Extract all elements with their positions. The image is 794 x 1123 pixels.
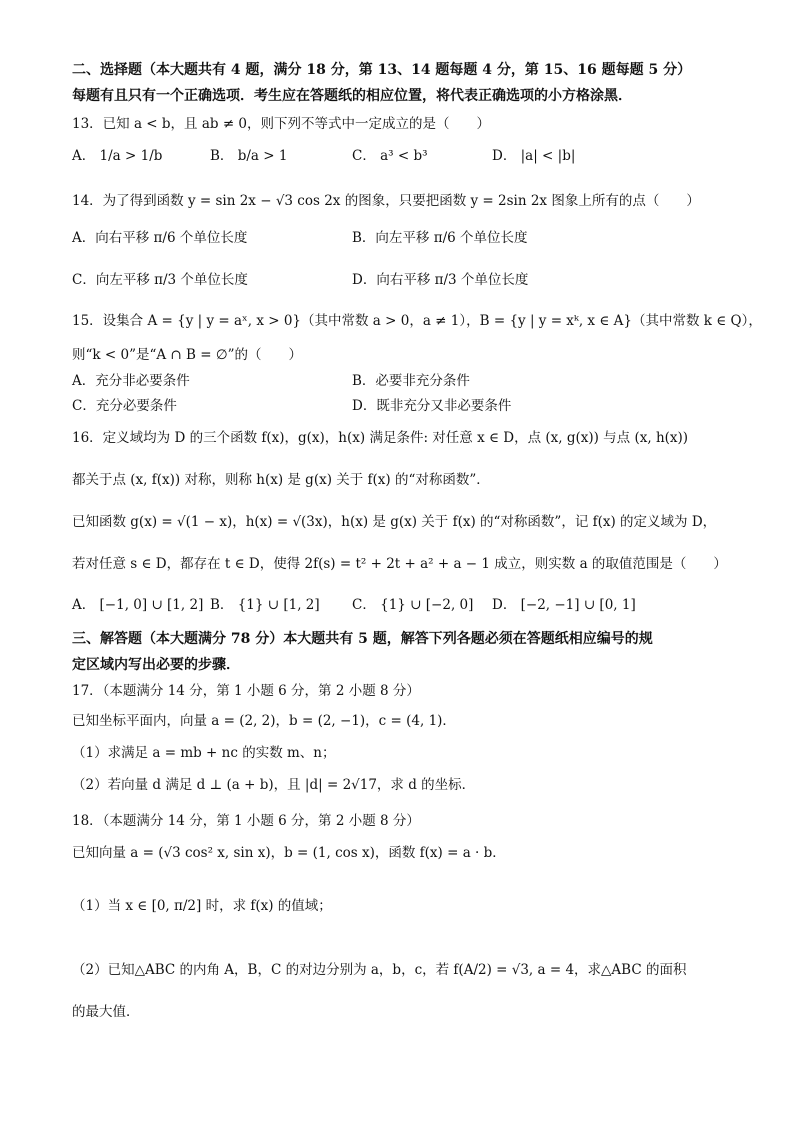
question-17-part-2: （2）若向量 d 满足 d ⊥ (a + b)，且 |d| = 2√17，求 d 的坐标． [72,777,476,793]
question-17-given: 已知坐标平面内，向量 a = (2, 2)，b = (2, −1)，c = (4, 1)． [72,713,456,729]
q13-option-a: A． 1/a > 1/b [72,148,163,164]
section-instruction: 每题有且只有一个正确选项．考生应在答题纸的相应位置，将代表正确选项的小方格涂黑． [72,88,632,104]
question-15-stem-cont: 则“k < 0”是“A ∩ B = ∅”的（ ） [72,347,302,363]
q13-option-b: B． b/a > 1 [210,148,288,164]
question-16-line-4: 若对任意 s ∈ D，都存在 t ∈ D，使得 2f(s) = t² + 2t + a² + a − 1 成立，则实数 a 的取值范围是（ ） [72,556,727,572]
question-17-part-1: （1）求满足 a = mb + nc 的实数 m、n； [72,745,336,761]
section-heading-answer: 三、解答题（本大题满分 78 分）本大题共有 5 题，解答下列各题必须在答题纸相应编号的规 [72,631,653,647]
q16-option-d: D． [−2, −1] ∪ [0, 1] [492,597,636,613]
q14-option-c: C．向左平移 π/3 个单位长度 [72,272,248,288]
question-18-part-1: （1）当 x ∈ [0, π/2] 时，求 f(x) 的值域； [72,898,332,914]
question-16-line-3: 已知函数 g(x) = √(1 − x)，h(x) = √(3x)，h(x) 是 g(x) 关于 f(x) 的“对称函数”，记 f(x) 的定义域为 D， [72,514,717,530]
q15-option-d: D．既非充分又非必要条件 [352,398,512,414]
q14-option-d: D．向右平移 π/3 个单位长度 [352,272,529,288]
question-16-line-2: 都关于点 (x, f(x)) 对称，则称 h(x) 是 g(x) 关于 f(x) 的“对称函数”． [72,472,490,488]
q16-option-a: A． [−1, 0] ∪ [1, 2] [72,597,204,613]
q14-option-b: B．向左平移 π/6 个单位长度 [352,230,528,246]
q14-option-a: A．向右平移 π/6 个单位长度 [72,230,248,246]
q15-option-c: C．充分必要条件 [72,398,177,414]
q15-option-a: A．充分非必要条件 [72,373,190,389]
q13-option-c: C． a³ < b³ [352,148,428,164]
section-heading-answer-cont: 定区域内写出必要的步骤． [72,657,240,673]
q16-option-b: B． {1} ∪ [1, 2] [210,597,320,613]
question-18-given: 已知向量 a = (√3 cos² x, sin x)，b = (1, cos x)，函数 f(x) = a · b． [72,845,506,861]
q16-option-c: C． {1} ∪ [−2, 0] [352,597,474,613]
question-17-header: 17．（本题满分 14 分，第 1 小题 6 分，第 2 小题 8 分） [72,683,420,699]
question-15-stem: 15．设集合 A = {y | y = aˣ, x > 0}（其中常数 a > 0，a ≠ 1），B = {y | y = xᵏ, x ∈ A}（其中常数 k ∈ Q）， [72,313,762,329]
q13-option-d: D． |a| < |b| [492,148,576,164]
question-13-stem: 13．已知 a < b，且 ab ≠ 0，则下列不等式中一定成立的是（ ） [72,116,491,132]
question-18-header: 18．（本题满分 14 分，第 1 小题 6 分，第 2 小题 8 分） [72,813,420,829]
section-heading-choice: 二、选择题（本大题共有 4 题，满分 18 分，第 13、14 题每题 4 分，第 15、16 题每题 5 分） [72,62,692,78]
question-16-line-1: 16．定义域均为 D 的三个函数 f(x)，g(x)，h(x) 满足条件: 对任意 x ∈ D，点 (x, g(x)) 与点 (x, h(x)) [72,430,689,446]
q15-option-b: B．必要非充分条件 [352,373,470,389]
question-14-stem: 14．为了得到函数 y = sin 2x − √3 cos 2x 的图象，只要把函数 y = 2sin 2x 图象上所有的点（ ） [72,193,700,209]
question-18-part-2-cont: 的最大值． [72,1004,140,1020]
question-18-part-2: （2）已知△ABC 的内角 A，B，C 的对边分别为 a，b，c，若 f(A/2) = √3, a = 4，求△ABC 的面积 [72,962,687,978]
